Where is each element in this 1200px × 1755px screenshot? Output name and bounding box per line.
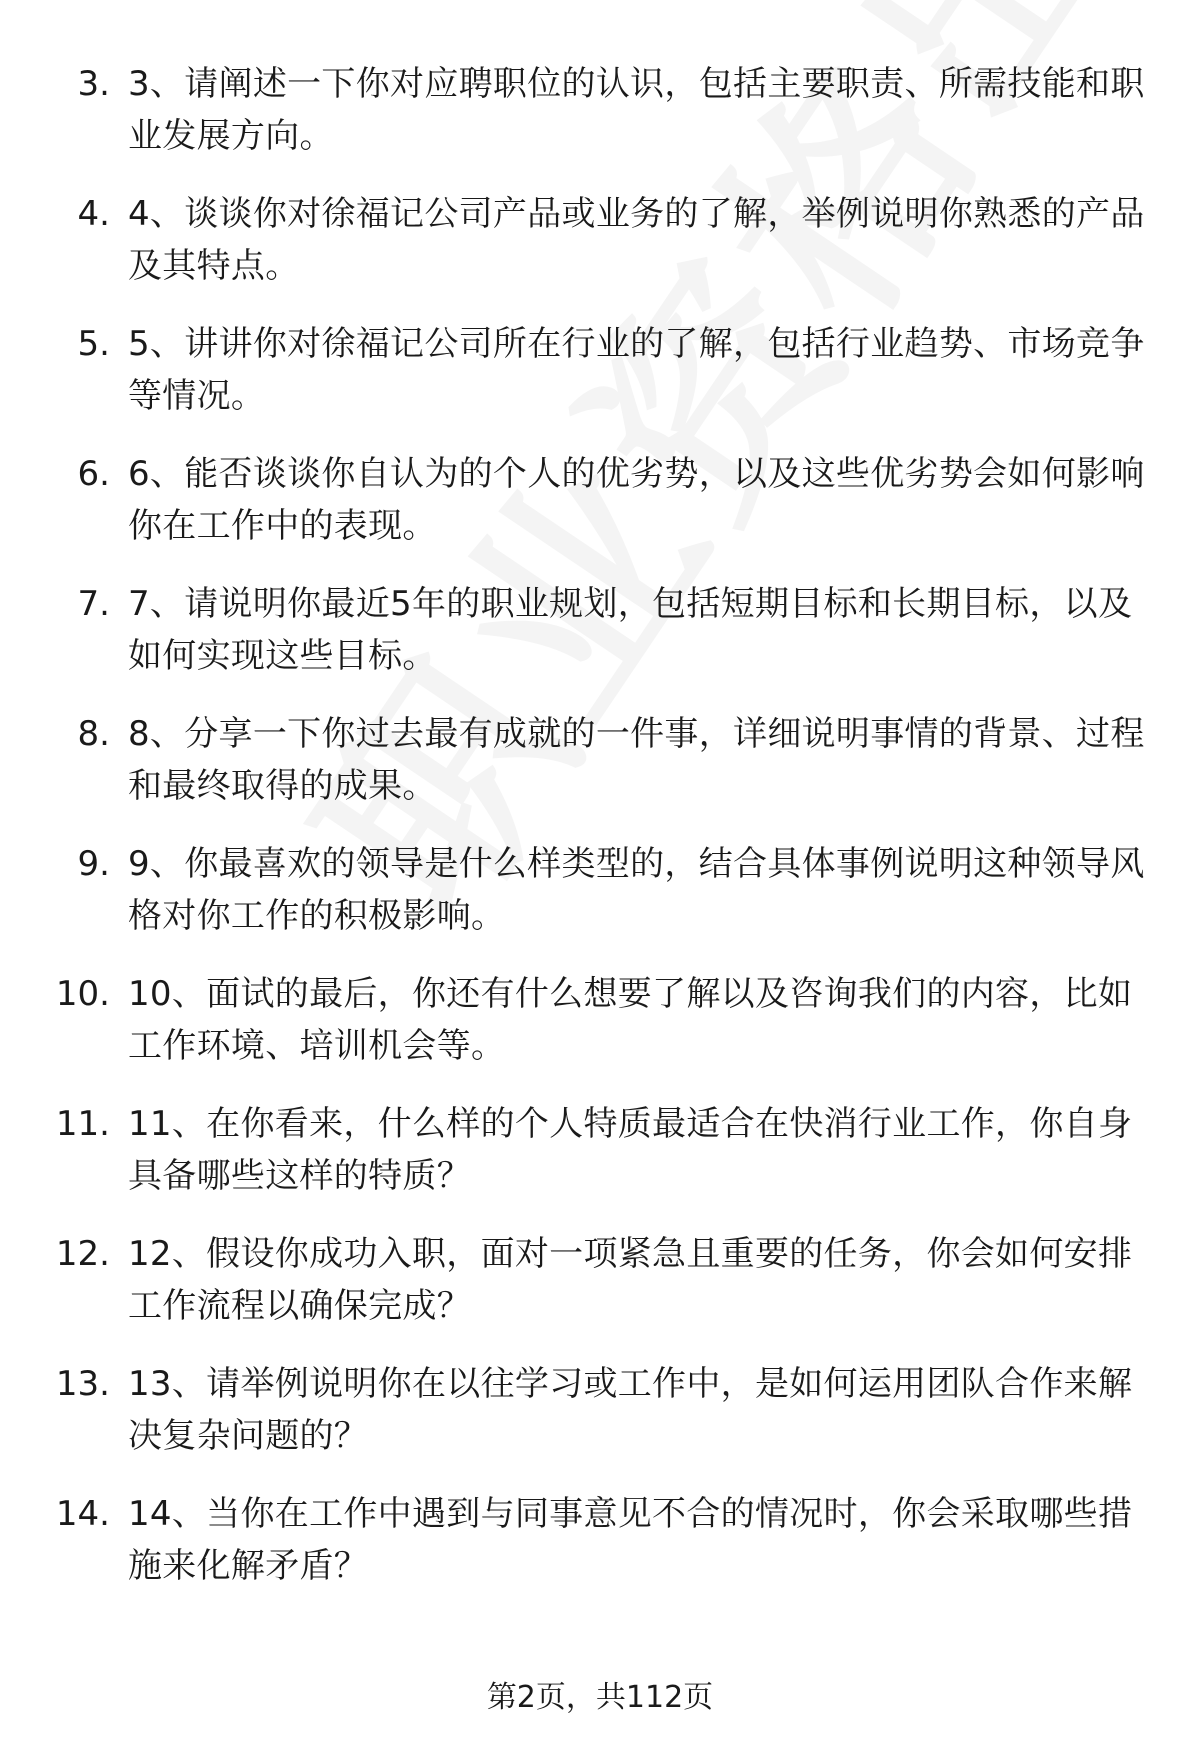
- list-item-text: 13、请举例说明你在以往学习或工作中，是如何运用团队合作来解决复杂问题的？: [128, 1364, 1133, 1456]
- list-item-text: 12、假设你成功入职，面对一项紧急且重要的任务，你会如何安排工作流程以确保完成？: [128, 1234, 1133, 1326]
- list-item-number: 10.: [55, 974, 110, 1014]
- list-item: [0, 58, 1200, 188]
- list-item: [0, 1358, 1200, 1488]
- list-item-text: 11、在你看来，什么样的个人特质最适合在快消行业工作，你自身具备哪些这样的特质？: [128, 1104, 1133, 1196]
- list-item-number: 3.: [77, 64, 110, 104]
- list-item: [0, 318, 1200, 448]
- list-item-number: 5.: [77, 324, 110, 364]
- list-item-number: 7.: [77, 584, 110, 624]
- list-item: [0, 968, 1200, 1098]
- list-item-text: 14、当你在工作中遇到与同事意见不合的情况时，你会采取哪些措施来化解矛盾？: [128, 1494, 1133, 1586]
- list-item: [0, 188, 1200, 318]
- list-item: [0, 1228, 1200, 1358]
- list-item-number: 13.: [55, 1364, 110, 1404]
- list-item-text: 10、面试的最后，你还有什么想要了解以及咨询我们的内容，比如工作环境、培训机会等。: [128, 974, 1133, 1066]
- list-item-text: 8、分享一下你过去最有成就的一件事，详细说明事情的背景、过程和最终取得的成果。: [128, 714, 1145, 806]
- list-item-number: 6.: [77, 454, 110, 494]
- list-item-number: 11.: [55, 1104, 110, 1144]
- list-item-text: 3、请阐述一下你对应聘职位的认识，包括主要职责、所需技能和职业发展方向。: [128, 64, 1145, 156]
- list-item-number: 8.: [77, 714, 110, 754]
- list-item-text: 6、能否谈谈你自认为的个人的优劣势，以及这些优劣势会如何影响你在工作中的表现。: [128, 454, 1145, 546]
- page-footer: [0, 1676, 1200, 1720]
- list-item: [0, 1098, 1200, 1228]
- list-item: [0, 838, 1200, 968]
- list-item: [0, 1488, 1200, 1618]
- list-item: [0, 448, 1200, 578]
- question-list: [0, 58, 1200, 1618]
- list-item: [0, 578, 1200, 708]
- list-item-text: 7、请说明你最近5年的职业规划，包括短期目标和长期目标，以及如何实现这些目标。: [128, 584, 1133, 676]
- list-item-number: 14.: [55, 1494, 110, 1534]
- list-item: [0, 708, 1200, 838]
- list-item-number: 9.: [77, 844, 110, 884]
- list-item-number: 4.: [77, 194, 110, 234]
- list-item-text: 9、你最喜欢的领导是什么样类型的，结合具体事例说明这种领导风格对你工作的积极影响。: [128, 844, 1145, 936]
- list-item-text: 5、讲讲你对徐福记公司所在行业的了解，包括行业趋势、市场竞争等情况。: [128, 324, 1145, 416]
- list-item-text: 4、谈谈你对徐福记公司产品或业务的了解，举例说明你熟悉的产品及其特点。: [128, 194, 1145, 286]
- list-item-number: 12.: [55, 1234, 110, 1274]
- page-number-label: 第2页，共112页: [486, 1680, 714, 1715]
